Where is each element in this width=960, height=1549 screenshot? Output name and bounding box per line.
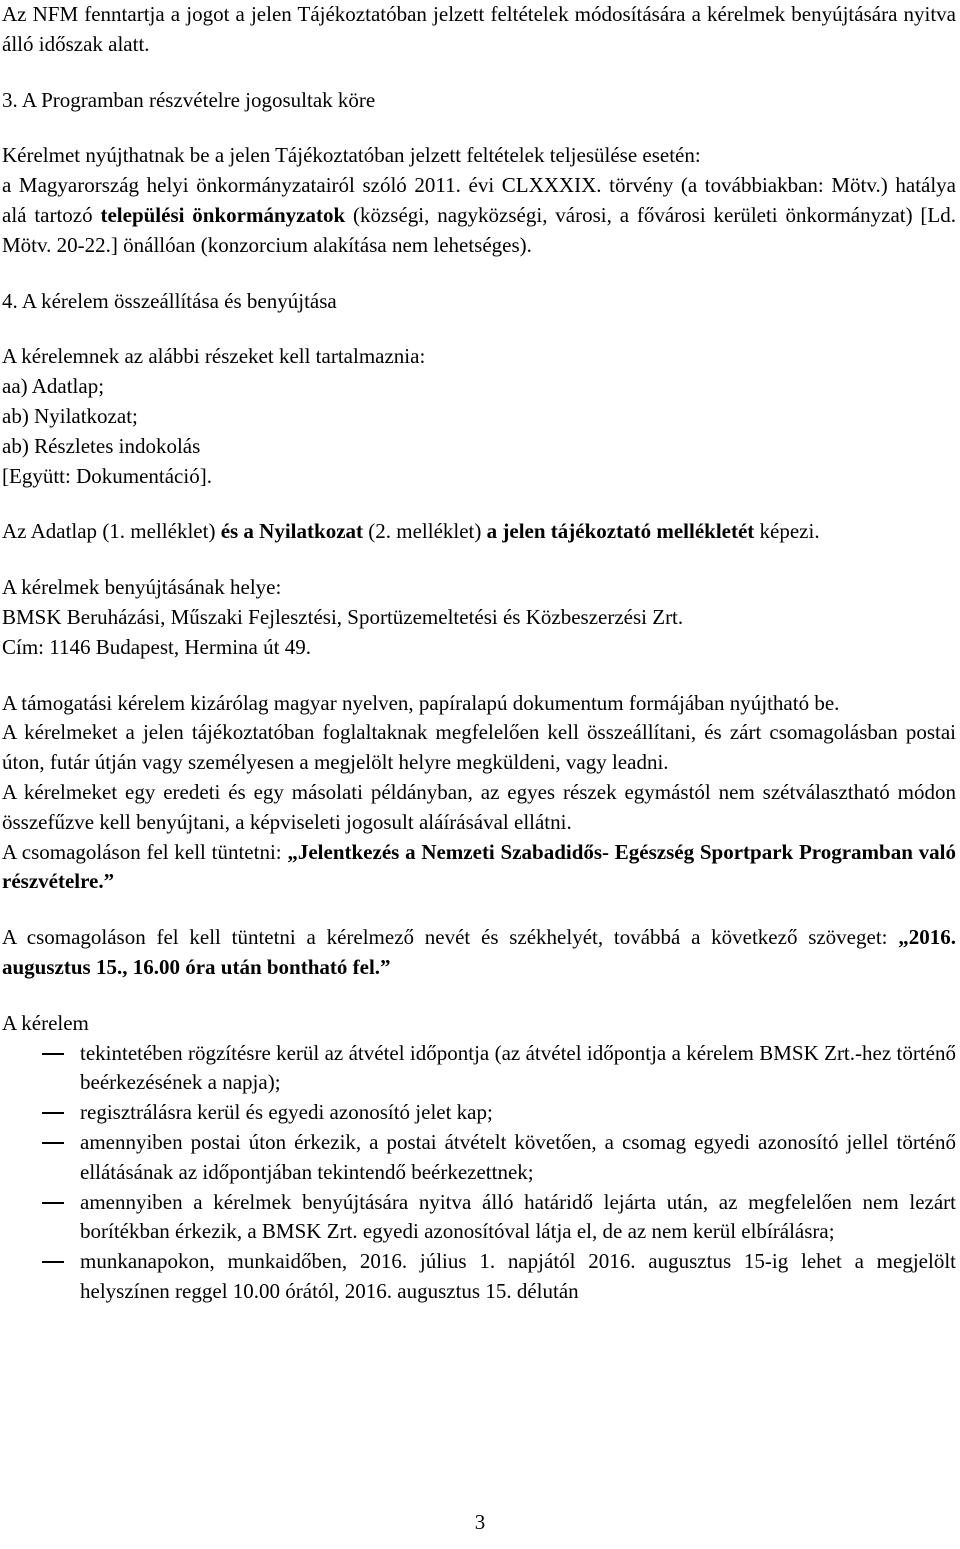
adatlap-b: Adatlap [30,519,98,544]
section-3-paragraph [2,171,956,260]
adatlap-paragraph [2,517,956,547]
packaging-paragraph: A kérelmeket a jelen tájékoztatóban foglaltaknak megfelelően kell összeállítani, és zárt csomagolásban postai úton, futár útján vagy személyesen a megjelölt helyre megküldeni, vagy leadni. [2,720,956,775]
label-b: „Jelentkezés a Nemzeti Szabadidős- Egészség Sportpark Programban való részvételre.” [2,839,956,894]
list-item-text: tekintetében rögzítésre kerül az átvétel időpontja (az átvétel időpontja a kérelem BMSK Zrt.-hez történő beérkezésének a napja); [80,1040,956,1095]
item-aa: aa) Adatlap; [2,374,105,399]
adatlap-d: és a Nyilatkozat [220,519,364,544]
s3-text-c: (községi, nagyközségi, városi, a fővárosi kerületi önkormányzat) [Ld. Mötv. 20-22. [2,202,957,257]
item-ab-2: ab) Részletes indokolás [2,433,201,458]
together-c: ]. [199,463,212,488]
list-item [2,1128,956,1188]
together-b: Dokumentáció [76,463,200,488]
dash-marker [42,1053,64,1055]
together-a: [Együtt: [2,463,77,488]
section-4-intro: A kérelemnek az alábbi részeket kell tartalmaznia: [2,344,426,369]
language-paragraph: A támogatási kérelem kizárólag magyar nyelven, papíralapú dokumentum formájában nyújtható be. [2,690,840,715]
list-item-text: amennyiben postai úton érkezik, a postai átvételt követően, a csomag egyedi azonosító jellel történő ellátásának az időpontjában tekintendő beérkezettnek; [80,1129,956,1184]
page-number: 3 [474,1510,486,1534]
helye-line [2,573,956,603]
helye-organisation: BMSK Beruházási, Műszaki Fejlesztési, Sportüzemeltetési és Közbeszerzési Zrt. [2,604,684,629]
name-a: A csomagoláson fel kell tüntetni a kérelmező nevét és székhelyét, továbbá a következő szöveget: [2,925,899,950]
list-item [2,1188,956,1248]
helye-address: Cím: 1146 Budapest, Hermina út 49. [2,634,311,659]
kerelem-list [2,1039,956,1307]
name-b: „2016. augusztus 15., 16.00 óra után bontható fel.” [2,925,956,979]
dash-marker [42,1112,64,1114]
label-paragraph [2,838,956,898]
copies-paragraph: A kérelmeket egy eredeti és egy másolati példányban, az egyes részek egymástól nem szétválasztható módon összefűzve kell benyújtani, a képviseleti jogosult aláírásával ellátni. [2,779,956,834]
section-3-heading: 3. A Programban részvételre jogosultak köre [2,87,376,112]
label-a: A csomagoláson fel kell tüntetni: [2,839,288,864]
dash-marker [42,1202,64,1204]
helye-b: helye: [230,575,282,600]
together-line [2,462,956,492]
s3-text-a: a Magyarország helyi önkormányzatairól szóló 2011. évi CLXXXIX. törvény (a továbbiakban: Mötv.) hatálya alá tartozó [2,173,956,227]
s3-text-bold: települési önkormányzatok [100,202,346,227]
list-item [2,1098,956,1128]
list-item-text: amennyiben a kérelmek benyújtására nyitva álló határidő lejárta után, az megfelelően nem lezárt borítékban érkezik, a BMSK Zrt. egyedi azonosítóval látja el, de az nem kerül elbírálásra; [80,1189,956,1244]
list-item [2,1247,956,1307]
adatlap-c: (1. melléklet) [97,519,221,544]
list-item [2,1039,956,1099]
adatlap-f: a jelen tájékoztató mellékletét [486,519,755,544]
dash-marker [42,1261,64,1263]
section-4-heading: 4. A kérelem összeállítása és benyújtása [2,288,337,313]
helye-a: A kérelmek benyújtásának [2,575,231,600]
item-ab-1: ab) Nyilatkozat; [2,403,138,428]
list-item-text: munkanapokon, munkaidőben, 2016. július 1. napjától 2016. augusztus 15-ig lehet a megjelölt helyszínen reggel 10.00 órától, 2016. augusztus 15. délután [80,1249,956,1303]
dash-marker [42,1142,64,1144]
list-item-text: regisztrálásra kerül és egyedi azonosító jelet kap; [80,1100,493,1125]
kerelem-line: A kérelem [2,1010,89,1035]
s3-text-d: ] önállóan (konzorcium alakítása nem lehetséges). [110,232,532,257]
adatlap-g: képezi. [754,519,820,544]
adatlap-e: (2. melléklet) [363,519,487,544]
section-3-line1: Kérelmet nyújthatnak be a jelen Tájékoztatóban jelzett feltételek teljesülése esetén: [2,143,701,168]
intro-paragraph: Az NFM fenntartja a jogot a jelen Tájékoztatóban jelzett feltételek módosítására a kérelmek benyújtására nyitva álló időszak alatt. [2,2,956,56]
name-paragraph [2,923,956,983]
adatlap-a: Az [2,519,31,544]
